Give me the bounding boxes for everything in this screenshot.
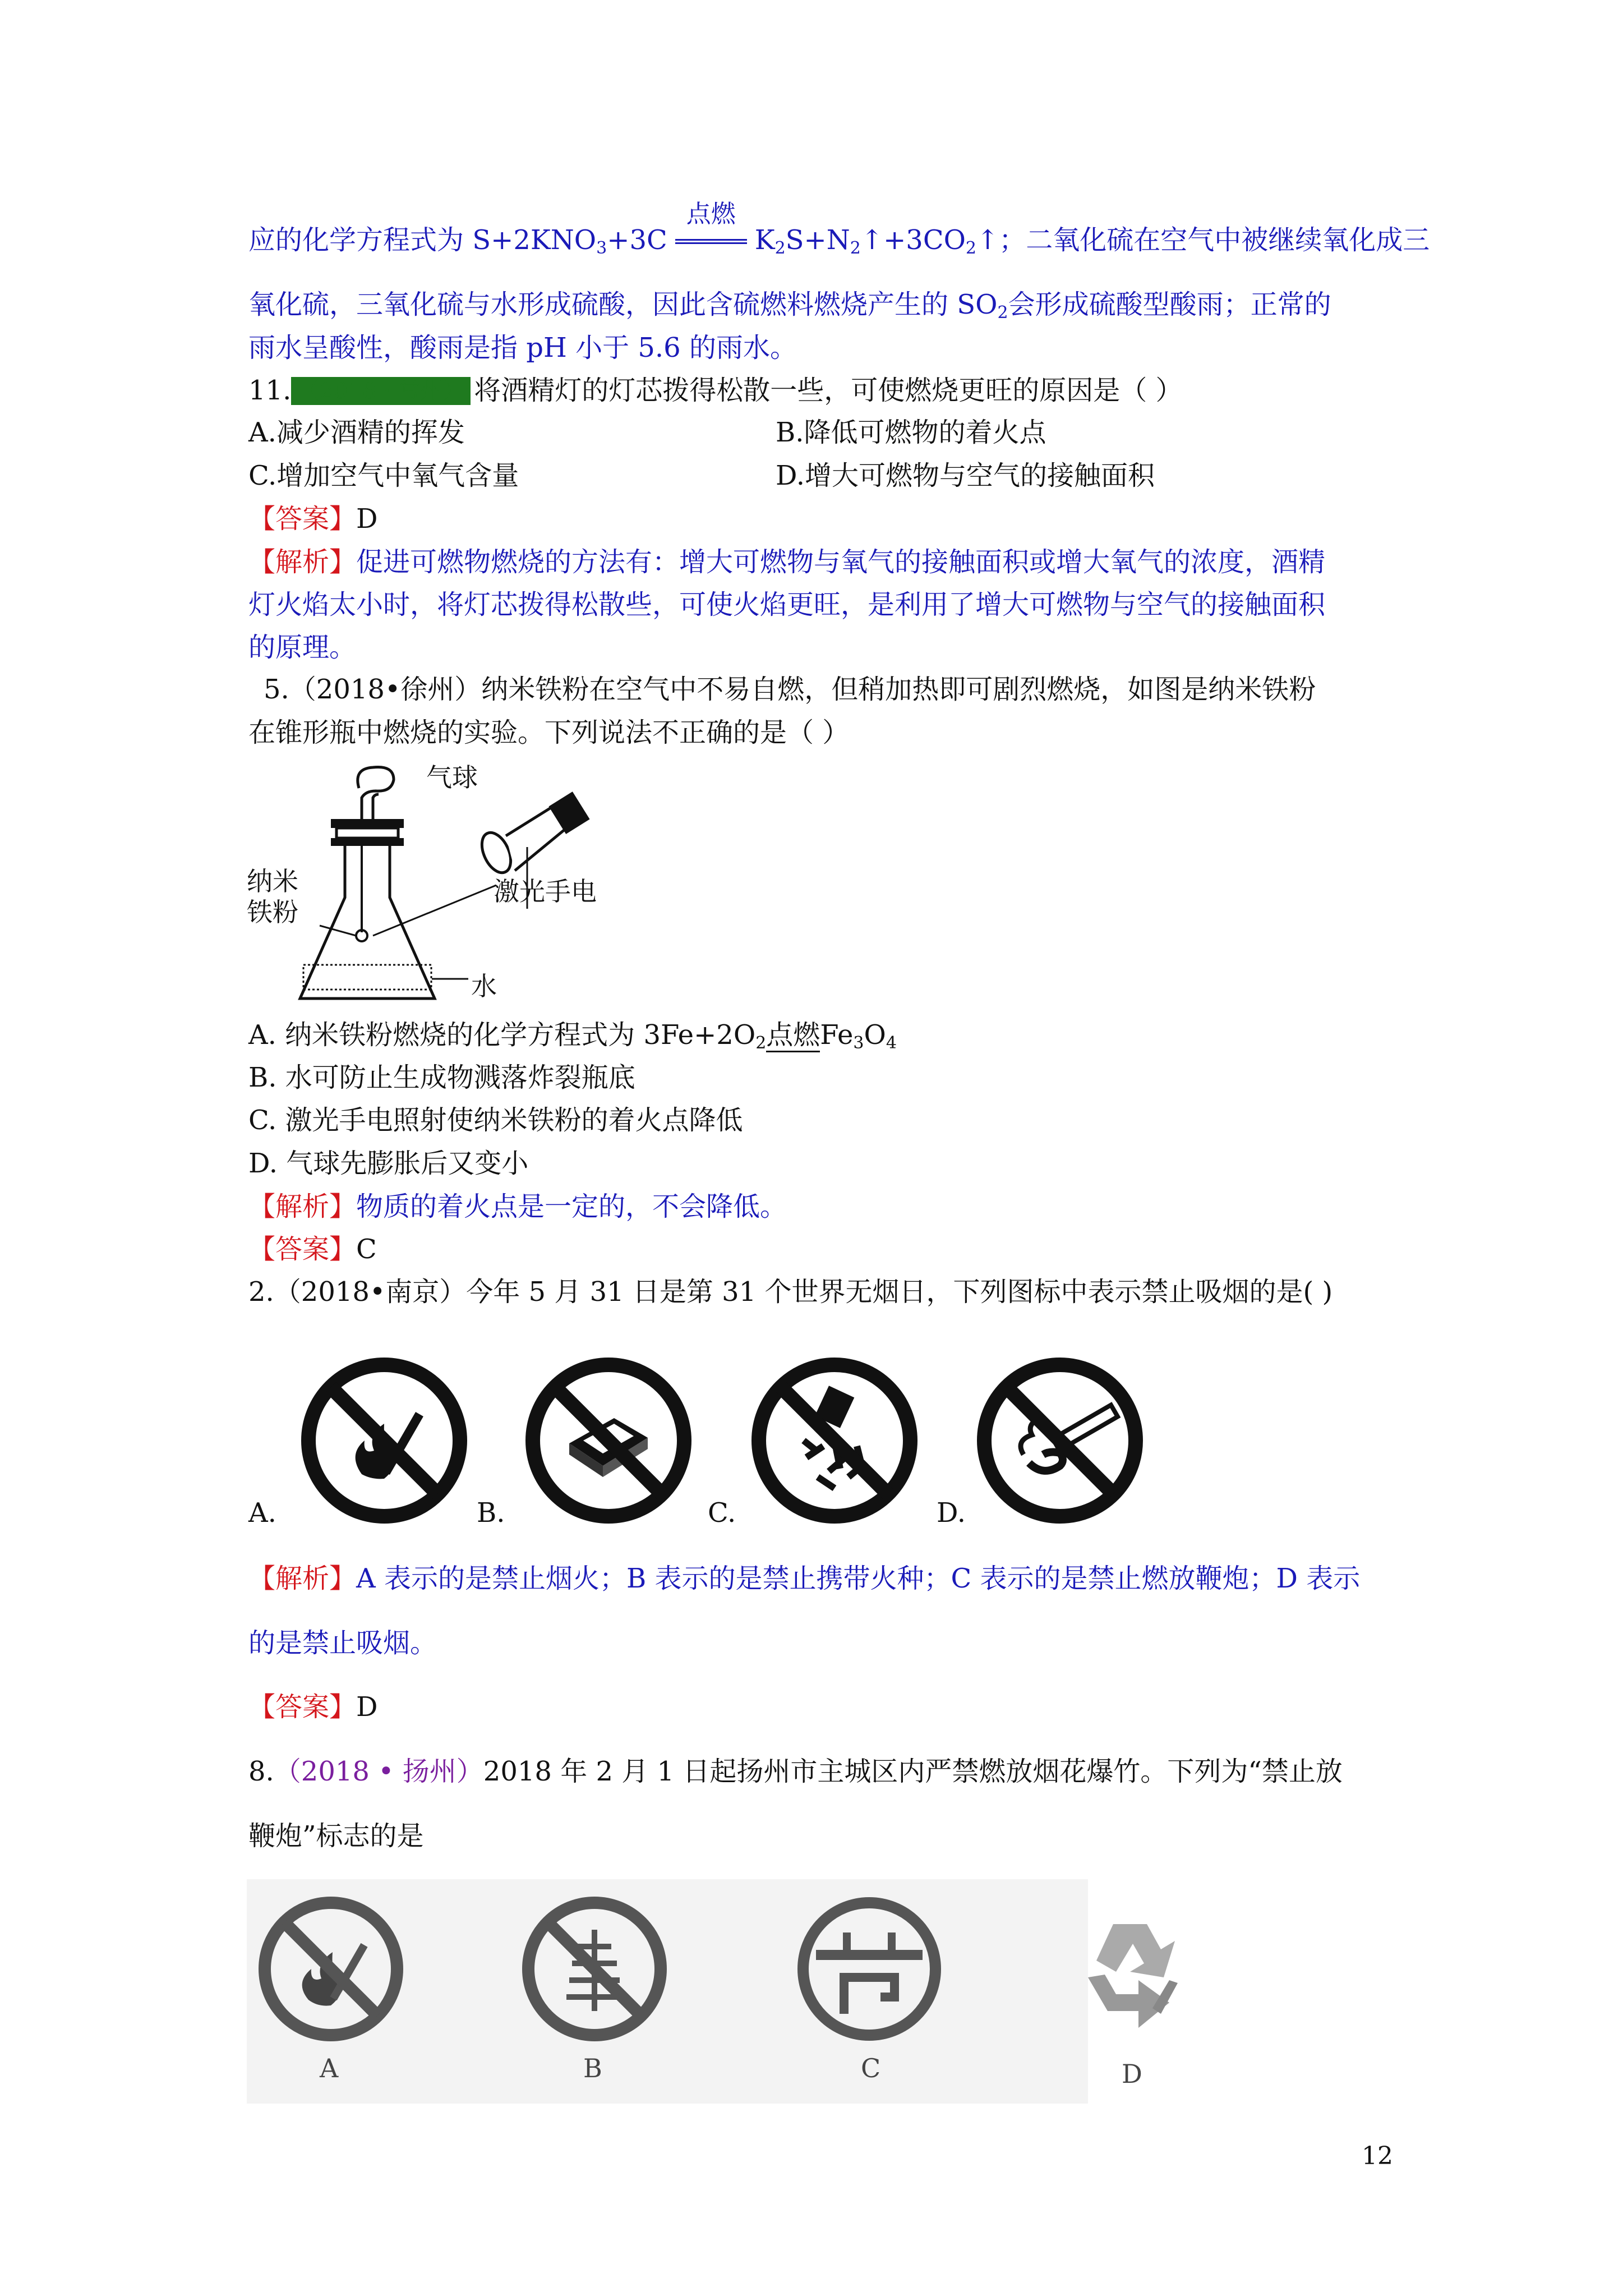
q11-option-c: C.增加空气中氧气含量 [248,460,519,491]
no-firecrackers-sign-b-icon [519,1893,670,2045]
q11-option-b: B.降低可燃物的着火点 [776,417,1046,448]
q11-option-d: D.增大可燃物与空气的接触面积 [776,460,1155,491]
q5-answer: 【答案】C [248,1234,377,1265]
q2-analysis-line1: 【解析】A 表示的是禁止烟火；B 表示的是禁止携带火种；C 表示的是禁止燃放鞭炮；D 表示 [248,1563,1361,1594]
fig-label-nano: 纳米 [247,866,298,896]
prev-analysis-line1: 应的化学方程式为 $S+2KNO_3+3C$ 点燃 $K_2S+N_2↑+3CO_2↑$；二氧化硫在空气中被继续氧化成三 [248,200,1430,258]
q8-label-a: A [320,2053,339,2083]
reaction-condition-arrow: 点燃 [672,223,750,257]
no-firecrackers-sign-icon [750,1356,919,1525]
fig-label-water: 水 [471,971,497,1001]
q11-analysis-line3: 的原理。 [248,632,357,663]
q11-stem: 11. （2018 · 常州） 将酒精灯的灯芯拨得松散一些，可使燃烧更旺的原因是（ ） [248,375,1183,406]
page-number: 12 [1362,2142,1393,2170]
water-saving-sign-c-icon [794,1893,945,2045]
q11-analysis-line2: 灯火焰太小时，将灯芯拨得松散些，可使火焰更旺，是利用了增大可燃物与空气的接触面积 [248,589,1326,620]
q5-option-a: A. 纳米铁粉燃烧的化学方程式为 $3Fe+2O_2$点燃$Fe_3O_4$ [248,1019,897,1053]
q2-stem: 2.（2018•南京）今年 5 月 31 日是第 31 个世界无烟日，下列图标中表示禁止吸烟的是( ) [248,1276,1333,1308]
q2-label-c: C. [708,1497,736,1529]
q11-answer: 【答案】D [248,503,378,535]
prev-analysis-line3: 雨水呈酸性，酸雨是指 pH 小于 5.6 的雨水。 [248,332,797,364]
q5-stem-line2: 在锥形瓶中燃烧的实验。下列说法不正确的是（ ） [248,717,850,748]
recycle-sign-d-icon [1054,1893,1206,2045]
no-fire-sign-a-icon [255,1893,407,2045]
q11-analysis-line1: 【解析】促进可燃物燃烧的方法有：增大可燃物与氧气的接触面积或增大氧气的浓度，酒精 [248,546,1326,578]
q5-option-d: D. 气球先膨胀后又变小 [248,1148,529,1179]
no-carrying-fire-sign-icon [524,1356,693,1525]
q8-stem-line1: 8.（2018 • 扬州）2018 年 2 月 1 日起扬州市主城区内严禁燃放烟花爆竹。下列为“禁止放 [248,1756,1343,1787]
prev-analysis-line2: 氧化硫，三氧化硫与水形成硫酸，因此含硫燃料燃烧产生的 $SO_2$会形成硫酸型酸雨；正常的 [248,289,1331,323]
q5-option-b: B. 水可防止生成物溅落炸裂瓶底 [248,1062,635,1093]
q5-option-c: C. 激光手电照射使纳米铁粉的着火点降低 [248,1105,743,1136]
no-smoking-sign-icon [976,1356,1144,1525]
q2-analysis-line2: 的是禁止吸烟。 [248,1627,437,1659]
balloon-shape [358,767,394,819]
q11-source-tag: （2018 · 常州） [291,377,471,405]
fig-label-laser-flashlight: 激光手电 [494,876,597,907]
q5-stem-line1: 5.（2018•徐州）纳米铁粉在空气中不易自燃，但稍加热即可剧烈燃烧，如图是纳米铁粉 [264,674,1316,705]
q2-label-b: B. [477,1497,505,1529]
fig-label-balloon: 气球 [426,762,478,793]
q8-label-c: C [861,2053,881,2083]
q8-label-b: B [583,2053,602,2083]
q2-answer: 【答案】D [248,1691,378,1723]
q8-stem-line2: 鞭炮”标志的是 [248,1820,424,1852]
q5-analysis: 【解析】物质的着火点是一定的，不会降低。 [248,1191,787,1222]
q2-label-a: A. [248,1497,276,1529]
q11-option-a: A.减少酒精的挥发 [248,417,465,448]
q2-label-d: D. [937,1497,966,1529]
q8-label-d: D [1122,2059,1142,2089]
no-fireworks-fire-sign-icon [300,1356,468,1525]
fig-label-iron-powder: 铁粉 [247,897,298,927]
